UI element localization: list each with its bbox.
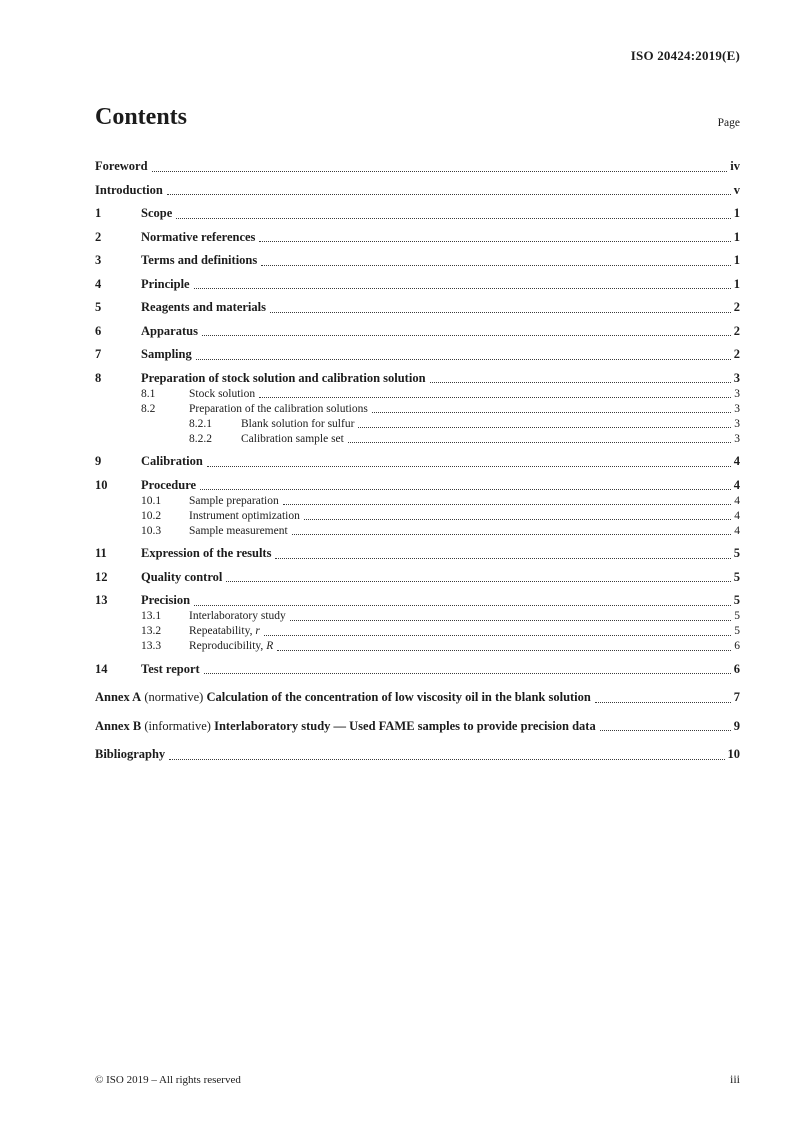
toc-entry-number: 5 [95, 300, 102, 314]
toc-entry-label: Annex A (normative) Calculation of the concentration of low viscosity oil in the blank solution [95, 690, 591, 704]
toc-entry[interactable] [95, 509, 740, 524]
toc-entry-label: Sample preparation [189, 494, 279, 507]
toc-entry-number: 13.2 [141, 625, 162, 637]
toc-entry-label: Bibliography [95, 747, 166, 761]
toc-entry-page: 4 [733, 477, 740, 492]
toc-entry-page: 5 [734, 610, 740, 622]
toc-entry-label: Test report [141, 661, 200, 676]
toc-entry[interactable] [95, 690, 740, 706]
toc-entry-number: 3 [95, 253, 102, 267]
toc-entry-number: 7 [95, 347, 102, 361]
toc-entry-page: 4 [733, 454, 740, 468]
toc-entry-page: 6 [733, 661, 740, 676]
dotted-leader [290, 620, 731, 621]
toc-entry[interactable] [95, 494, 740, 509]
toc-entry-page: 6 [734, 640, 740, 652]
toc-entry-page: 5 [734, 625, 740, 637]
dotted-leader [169, 759, 724, 760]
toc-entry[interactable] [95, 417, 740, 432]
toc-entry-number: 8.2.1 [189, 417, 212, 430]
toc-entry[interactable] [95, 277, 740, 293]
toc-entry[interactable] [95, 206, 740, 222]
toc-entry-number: 9 [95, 454, 102, 468]
toc-entry-page: 4 [734, 524, 740, 537]
toc-entry-label: Reagents and materials [141, 300, 266, 314]
toc-entry[interactable] [95, 347, 740, 363]
toc-entry[interactable] [95, 624, 740, 639]
toc-entry-number: 1 [95, 206, 102, 220]
toc-entry-page: 5 [733, 593, 740, 607]
dotted-leader [358, 427, 731, 428]
toc-entry-number: 10.2 [141, 509, 162, 522]
toc-entry-label: Precision [141, 593, 191, 607]
copyright-notice: © ISO 2019 – All rights reserved [95, 1074, 241, 1086]
toc-entry-page: 10 [727, 747, 740, 761]
toc-entry-page: 2 [733, 323, 740, 338]
toc-entry-page: 1 [733, 229, 740, 244]
toc-entry-label: Blank solution for sulfur [241, 417, 355, 430]
toc-entry-number: 8.1 [141, 387, 156, 400]
toc-entry-page: 2 [733, 300, 740, 314]
toc-entry-label: Procedure [141, 477, 197, 492]
toc-entry[interactable] [95, 183, 740, 199]
toc-entry-number: 8.2.2 [189, 432, 212, 445]
toc-entry-page: 3 [734, 417, 740, 430]
toc-entry-page: 3 [734, 387, 740, 400]
toc-entry-page: 1 [733, 206, 740, 220]
toc-entry-number: 2 [95, 229, 102, 244]
dotted-leader [200, 489, 731, 490]
dotted-leader [207, 466, 731, 467]
toc-entry[interactable] [95, 593, 740, 609]
toc-entry[interactable] [95, 546, 740, 562]
dotted-leader [261, 265, 731, 266]
toc-entry-label: Reproducibility, R [189, 640, 274, 652]
toc-entry-number: 8.2 [141, 402, 156, 415]
page-column-label: Page [717, 117, 740, 129]
toc-entry-label: Preparation of the calibration solutions [189, 402, 368, 415]
dotted-leader [226, 581, 730, 582]
toc-entry[interactable] [95, 324, 740, 340]
dotted-leader [259, 397, 731, 398]
contents-header [95, 104, 740, 131]
toc-entry[interactable] [95, 747, 740, 763]
toc-entry-label: Stock solution [189, 387, 256, 400]
toc-entry-page: 1 [733, 253, 740, 267]
toc-entry-label: Introduction [95, 182, 163, 197]
dotted-leader [270, 312, 731, 313]
toc-entry-number: 4 [95, 276, 102, 291]
toc-entry-label: Expression of the results [141, 546, 272, 560]
toc-entry[interactable] [95, 432, 740, 447]
toc-entry-number: 13.3 [141, 640, 162, 652]
toc-entry-label: Interlaboratory study [189, 610, 286, 622]
toc-entry-page: 3 [734, 402, 740, 415]
page-number: iii [729, 1072, 740, 1086]
toc-entry-number: 6 [95, 323, 102, 338]
toc-entry[interactable] [95, 639, 740, 654]
toc-entry[interactable] [95, 300, 740, 316]
toc-entry-page: 5 [733, 569, 740, 584]
toc-list [95, 151, 740, 763]
toc-entry-label: Scope [141, 206, 173, 220]
dotted-leader [304, 519, 731, 520]
toc-entry-number: 12 [95, 569, 108, 584]
dotted-leader [196, 359, 731, 360]
dotted-leader [202, 335, 731, 336]
toc-entry[interactable] [95, 454, 740, 470]
contents-title: Contents [95, 104, 188, 130]
toc-entry[interactable] [95, 159, 740, 175]
dotted-leader [264, 635, 731, 636]
toc-entry[interactable] [95, 230, 740, 246]
dotted-leader [595, 702, 731, 703]
toc-entry-page: 1 [733, 276, 740, 291]
document-reference: ISO 20424:2019(E) [630, 48, 740, 63]
toc-entry-page: 3 [733, 370, 740, 385]
toc-entry-label: Normative references [141, 229, 256, 244]
dotted-leader [167, 194, 731, 195]
toc-entry-label: Apparatus [141, 323, 198, 338]
dotted-leader [176, 218, 731, 219]
toc-entry-page: v [733, 182, 740, 197]
toc-entry-number: 8 [95, 370, 102, 385]
toc-entry-page: iv [730, 159, 740, 173]
toc-entry-number: 10 [95, 477, 108, 492]
toc-entry-number: 11 [95, 546, 107, 560]
toc-entry-number: 10.3 [141, 524, 162, 537]
toc-entry-label: Calibration [141, 454, 203, 468]
toc-entry-label: Sampling [141, 347, 192, 361]
toc-entry[interactable] [95, 387, 740, 402]
page-footer [95, 1072, 740, 1087]
toc-entry-label: Principle [141, 276, 190, 291]
toc-entry[interactable] [95, 719, 740, 735]
dotted-leader [600, 730, 731, 731]
toc-entry-page: 2 [733, 347, 740, 361]
toc-entry-label: Annex B (informative) Interlaboratory study — Used FAME samples to provide precision data [95, 718, 596, 733]
toc-entry-label: Sample measurement [189, 524, 288, 537]
toc-entry-page: 3 [734, 432, 740, 445]
toc-entry-page: 5 [733, 546, 740, 560]
toc-entry-page: 9 [733, 718, 740, 733]
toc-entry-label: Calibration sample set [241, 432, 344, 445]
toc-entry[interactable] [95, 402, 740, 417]
dotted-leader [204, 673, 731, 674]
toc-entry-number: 14 [95, 661, 108, 676]
toc-entry-label: Preparation of stock solution and calibration solution [141, 370, 426, 385]
dotted-leader [277, 650, 731, 651]
dotted-leader [292, 534, 732, 535]
dotted-leader [259, 241, 730, 242]
dotted-leader [348, 442, 731, 443]
dotted-leader [372, 412, 731, 413]
dotted-leader [275, 558, 730, 559]
toc-entry[interactable] [95, 609, 740, 624]
toc-entry[interactable] [95, 524, 740, 539]
toc-entry[interactable] [95, 662, 740, 678]
toc-entry-page: 7 [733, 690, 740, 704]
dotted-leader [430, 382, 731, 383]
toc-entry-label: Foreword [95, 159, 148, 173]
toc-entry-page: 4 [734, 494, 740, 507]
toc-entry-number: 13 [95, 593, 108, 607]
toc-entry-label: Repeatability, r [189, 625, 260, 637]
toc-entry[interactable] [95, 478, 740, 494]
toc-entry-number: 10.1 [141, 494, 162, 507]
toc-entry[interactable] [95, 570, 740, 586]
dotted-leader [152, 171, 728, 172]
dotted-leader [194, 288, 731, 289]
toc-entry[interactable] [95, 253, 740, 269]
toc-entry-label: Terms and definitions [141, 253, 258, 267]
toc-entry-label: Quality control [141, 569, 223, 584]
toc-entry-page: 4 [734, 509, 740, 522]
toc-entry-label: Instrument optimization [189, 509, 300, 522]
dotted-leader [283, 504, 732, 505]
toc-entry[interactable] [95, 371, 740, 387]
toc-entry-number: 13.1 [141, 610, 162, 622]
dotted-leader [194, 605, 731, 606]
